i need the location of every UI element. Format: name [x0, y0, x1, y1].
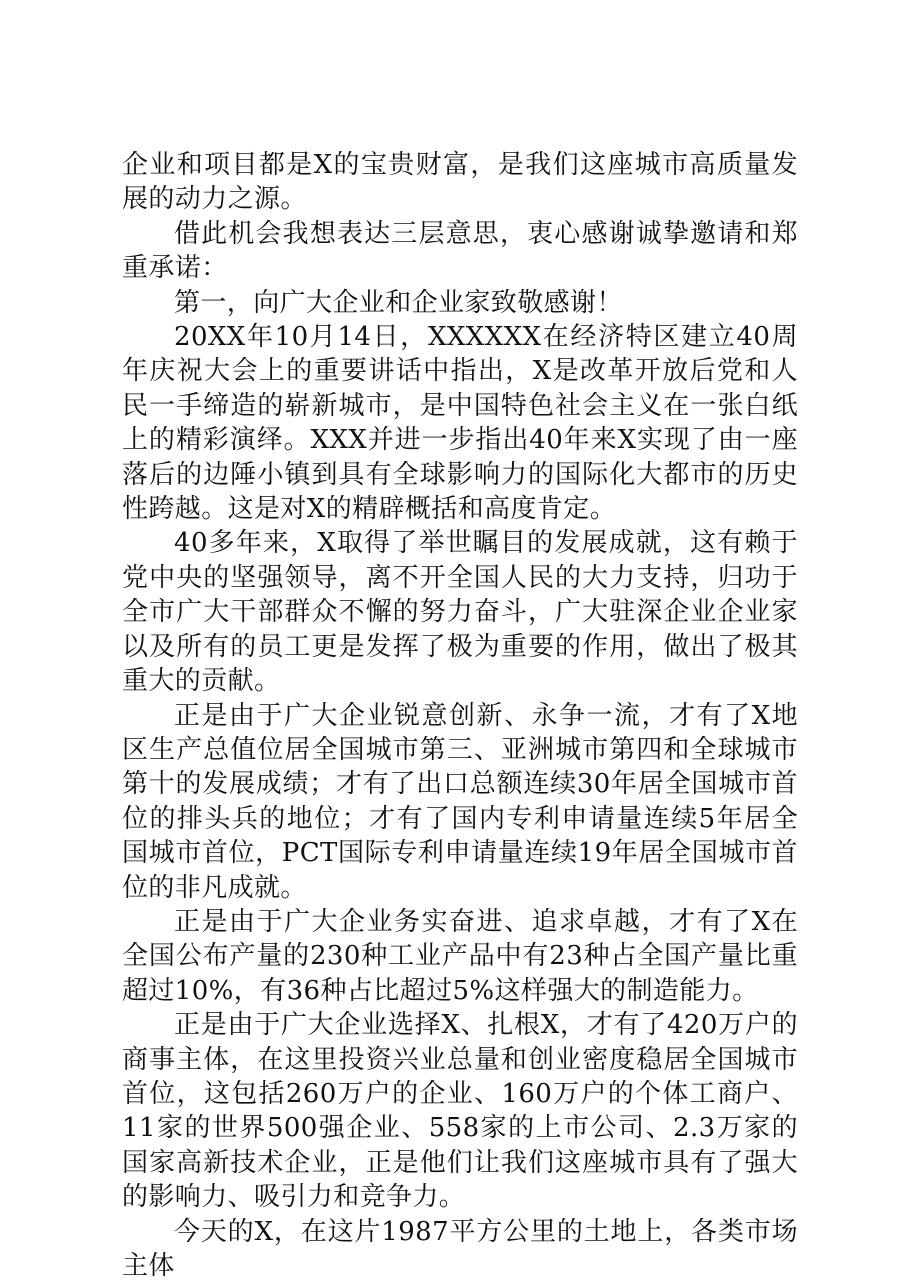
- document-body: [122, 148, 798, 1283]
- paragraph: 正是由于广大企业务实奋进、追求卓越，才有了X在全国公布产量的230种工业产品中有23种占全国产量比重超过10%，有36种占比超过5%这样强大的制造能力。: [122, 906, 798, 1006]
- paragraph: 正是由于广大企业选择X、扎根X，才有了420万户的商事主体，在这里投资兴业总量和创业密度稳居全国城市首位，这包括260万户的企业、160万户的个体工商户、11家的世界500强企业、558家的上市公司、2.3万家的国家高新技术企业，正是他们让我们这座城市具有了强大的影响力、吸引力和竞争力。: [122, 1010, 798, 1213]
- paragraph: 正是由于广大企业锐意创新、永争一流，才有了X地区生产总值位居全国城市第三、亚洲城市第四和全球城市第十的发展成绩；才有了出口总额连续30年居全国城市首位的排头兵的地位；才有了国内专利申请量连续5年居全国城市首位，PCT国际专利申请量连续19年居全国城市首位的非凡成就。: [122, 700, 798, 903]
- paragraph: 今天的X，在这片1987平方公里的土地上，各类市场主体: [122, 1216, 798, 1281]
- paragraph: 第一，向广大企业和企业家致敬感谢！: [174, 287, 623, 318]
- paragraph: 借此机会我想表达三层意思，衷心感谢诚挚邀请和郑重承诺：: [122, 218, 798, 284]
- paragraph: 40多年来，X取得了举世瞩目的发展成就，这有赖于党中央的坚强领导，离不开全国人民的大力支持，归功于全市广大干部群众不懈的努力奋斗，广大驻深企业企业家以及所有的员工更是发挥了极为重要的作用，做出了极其重大的贡献。: [122, 528, 798, 697]
- paragraph: 20XX年10月14日，XXXXXX在经济特区建立40周年庆祝大会上的重要讲话中指出，X是改革开放后党和人民一手缔造的崭新城市，是中国特色社会主义在一张白纸上的精彩演绎。XXX并进一步指出40年来X实现了由一座落后的边陲小镇到具有全球影响力的国际化大都市的历史性跨越。这是对X的精辟概括和高度肯定。: [122, 322, 798, 525]
- paragraph: 企业和项目都是X的宝贵财富，是我们这座城市高质量发展的动力之源。: [122, 150, 798, 215]
